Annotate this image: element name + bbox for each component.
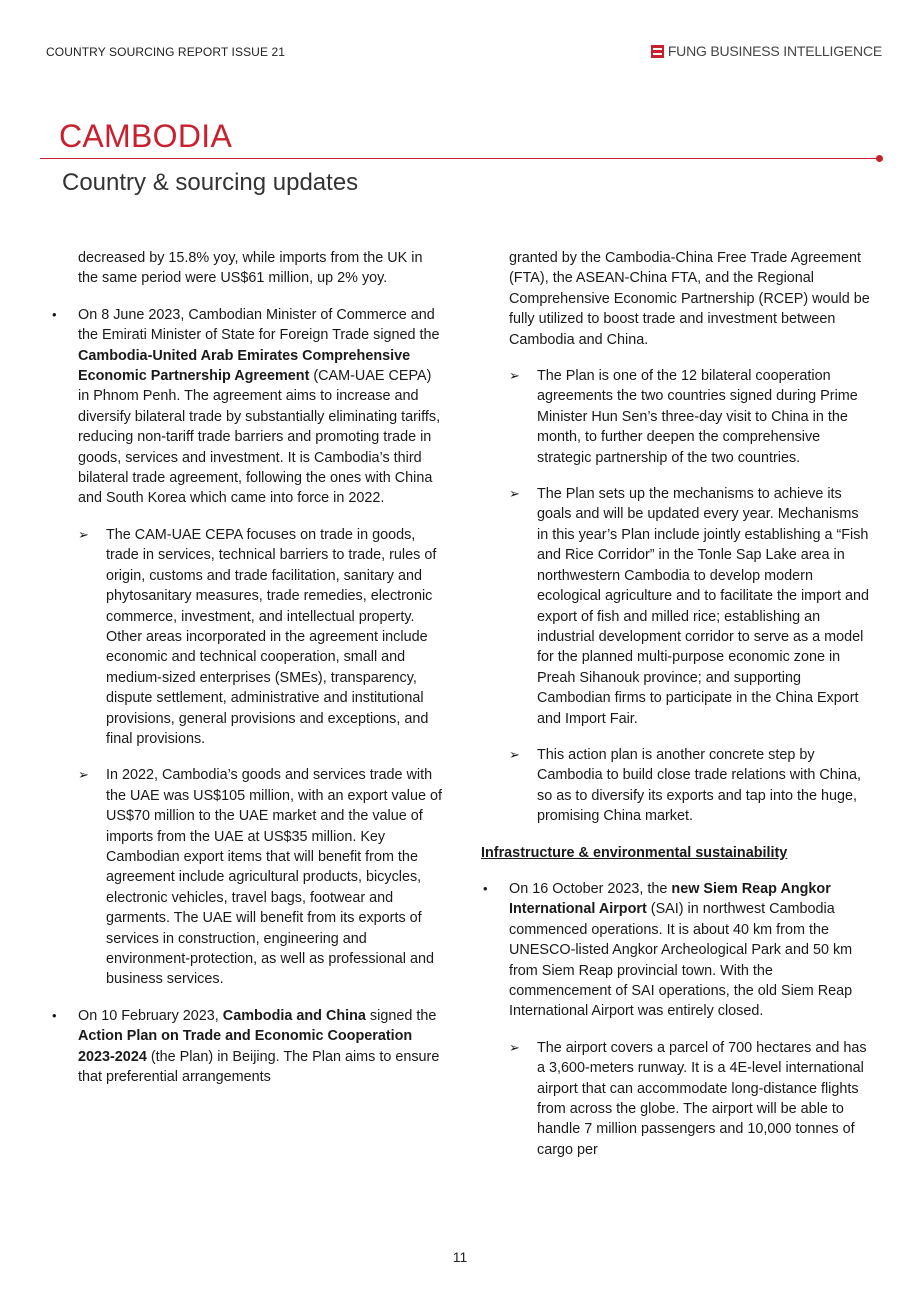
brand-logo xyxy=(651,43,882,59)
bullet-text: (SAI) in northwest Cambodia commenced operations. It is about 40 km from the UNESCO-listed Angkor Archeological Park and 50 km from Siem Reap provincial town. With the commencement of SAI operations, the old Siem Reap International Airport was entirely closed. xyxy=(509,901,853,1020)
title-divider xyxy=(40,158,878,159)
sub-bullet-text: The CAM-UAE CEPA focuses on trade in goods, trade in services, technical barriers to trade, rules of origin, customs and trade facilitation, sanitary and phytosanitary measures, trade remedies, electronic commerce, investment, and intellectual property. Other areas incorporated in the agreement include economic and technical cooperation, small and medium-sized enterprises (SMEs), transparency, dispute settlement, administrative and institutional provisions, general provisions and exceptions, and final provisions. xyxy=(106,526,437,747)
bullet-marker: • xyxy=(52,306,57,322)
bullet-marker: • xyxy=(52,1007,57,1023)
section-heading-infrastructure: Infrastructure & environmental sustainability xyxy=(481,844,788,861)
sub-bullet-cepa-focus xyxy=(50,525,445,749)
sub-bullet-bilateral-agreements xyxy=(481,366,873,468)
continued-paragraph: decreased by 15.8% yoy, while imports from the UK in the same period were US$61 million, up 2% yoy. xyxy=(78,250,423,287)
continued-paragraph: granted by the Cambodia-China Free Trade Agreement (FTA), the ASEAN-China FTA, and the Regional Comprehensive Economic Partnership (RCEP) would be fully utilized to boost trade and investment between Cambodia and China. xyxy=(509,250,870,348)
sub-bullet-concrete-step xyxy=(481,745,873,827)
arrow-bullet-icon: ➢ xyxy=(509,368,520,384)
right-column xyxy=(481,248,873,1176)
bullet-bold-text: Cambodia-United Arab Emirates Comprehensive Economic Partnership Agreement xyxy=(78,347,411,385)
bullet-text: On 8 June 2023, Cambodian Minister of Commerce and the Emirati Minister of State for Foreign Trade signed the xyxy=(78,306,440,344)
arrow-bullet-icon: ➢ xyxy=(509,1039,520,1055)
bullet-marker: • xyxy=(483,880,488,896)
bullet-text: On 16 October 2023, the xyxy=(509,880,672,897)
fung-logo-icon xyxy=(651,45,664,58)
bullet-bold-text: new Siem Reap Angkor International Airport xyxy=(509,880,831,918)
bullet-cambodia-china-plan xyxy=(50,1006,445,1088)
brand-name: FUNG BUSINESS INTELLIGENCE xyxy=(667,43,882,59)
sub-bullet-airport-details xyxy=(481,1038,873,1160)
sub-bullet-text: This action plan is another concrete step by Cambodia to build close trade relations with China, so as to diversify its exports and tap into the huge, promising China market. xyxy=(537,746,861,825)
arrow-bullet-icon: ➢ xyxy=(509,746,520,762)
bullet-siem-reap-airport xyxy=(481,879,873,1022)
arrow-bullet-icon: ➢ xyxy=(78,526,89,542)
sub-bullet-uae-trade xyxy=(50,765,445,989)
section-subtitle: Country & sourcing updates xyxy=(62,169,359,196)
left-column xyxy=(50,248,445,1103)
sub-bullet-plan-mechanisms xyxy=(481,484,873,729)
country-title: CAMBODIA xyxy=(59,118,233,154)
arrow-bullet-icon: ➢ xyxy=(509,486,520,502)
bullet-text: On 10 February 2023, xyxy=(78,1007,223,1024)
sub-bullet-text: The airport covers a parcel of 700 hectares and has a 3,600-meters runway. It is a 4E-level international airport that can accommodate long-distance flights from across the globe. The airport will be able to handle 7 million passengers and 10,000 tonnes of cargo per xyxy=(537,1039,867,1158)
title-divider-dot xyxy=(876,155,883,162)
bullet-text: (the Plan) in Beijing. The Plan aims to ensure that preferential arrangements xyxy=(78,1048,440,1086)
bullet-bold-text: Cambodia and China xyxy=(222,1007,366,1024)
page-number: 11 xyxy=(452,1249,468,1265)
arrow-bullet-icon: ➢ xyxy=(78,767,89,783)
report-title: COUNTRY SOURCING REPORT ISSUE 21 xyxy=(46,45,286,59)
bullet-text: signed the xyxy=(365,1007,437,1024)
sub-bullet-text: The Plan is one of the 12 bilateral cooperation agreements the two countries signed during Prime Minister Hun Sen’s three-day visit to China in the month, to further deepen the comprehensive strategic partnership of the two countries. xyxy=(537,368,858,466)
bullet-cam-uae-cepa xyxy=(50,305,445,509)
bullet-text: (CAM-UAE CEPA) in Phnom Penh. The agreement aims to increase and diversify bilateral trade by substantially eliminating tariffs, reducing non-tariff trade barriers and promoting trade in goods, services and investment. It is Cambodia’s third bilateral trade agreement, following the ones with China and South Korea which came into force in 2022. xyxy=(78,368,441,507)
sub-bullet-text: The Plan sets up the mechanisms to achieve its goals and will be updated every year. Mechanisms in this year’s Plan include jointly establishing a “Fish and Rice Corridor” in the Tonle Sap Lake area in northwestern Cambodia to develop modern ecological agriculture and to facilitate the import and export of fish and milled rice; establishing an industrial development corridor to serve as a model for the planned multi-purpose economic zone in Preah Sihanouk province; and supporting Cambodian firms to participate in the China Export and Import Fair. xyxy=(537,486,869,727)
sub-bullet-text: In 2022, Cambodia’s goods and services trade with the UAE was US$105 million, with an export value of US$70 million to the UAE market and the value of imports from the UAE at US$35 million. Key Cambodian export items that will benefit from the agreement include agricultural products, bicycles, electronic vehicles, travel bags, footwear and garments. The UAE will benefit from its exports of services in construction, engineering and environment-protection, as well as professional and business services. xyxy=(106,767,442,988)
bullet-bold-text: Action Plan on Trade and Economic Cooperation 2023-2024 xyxy=(78,1028,413,1065)
